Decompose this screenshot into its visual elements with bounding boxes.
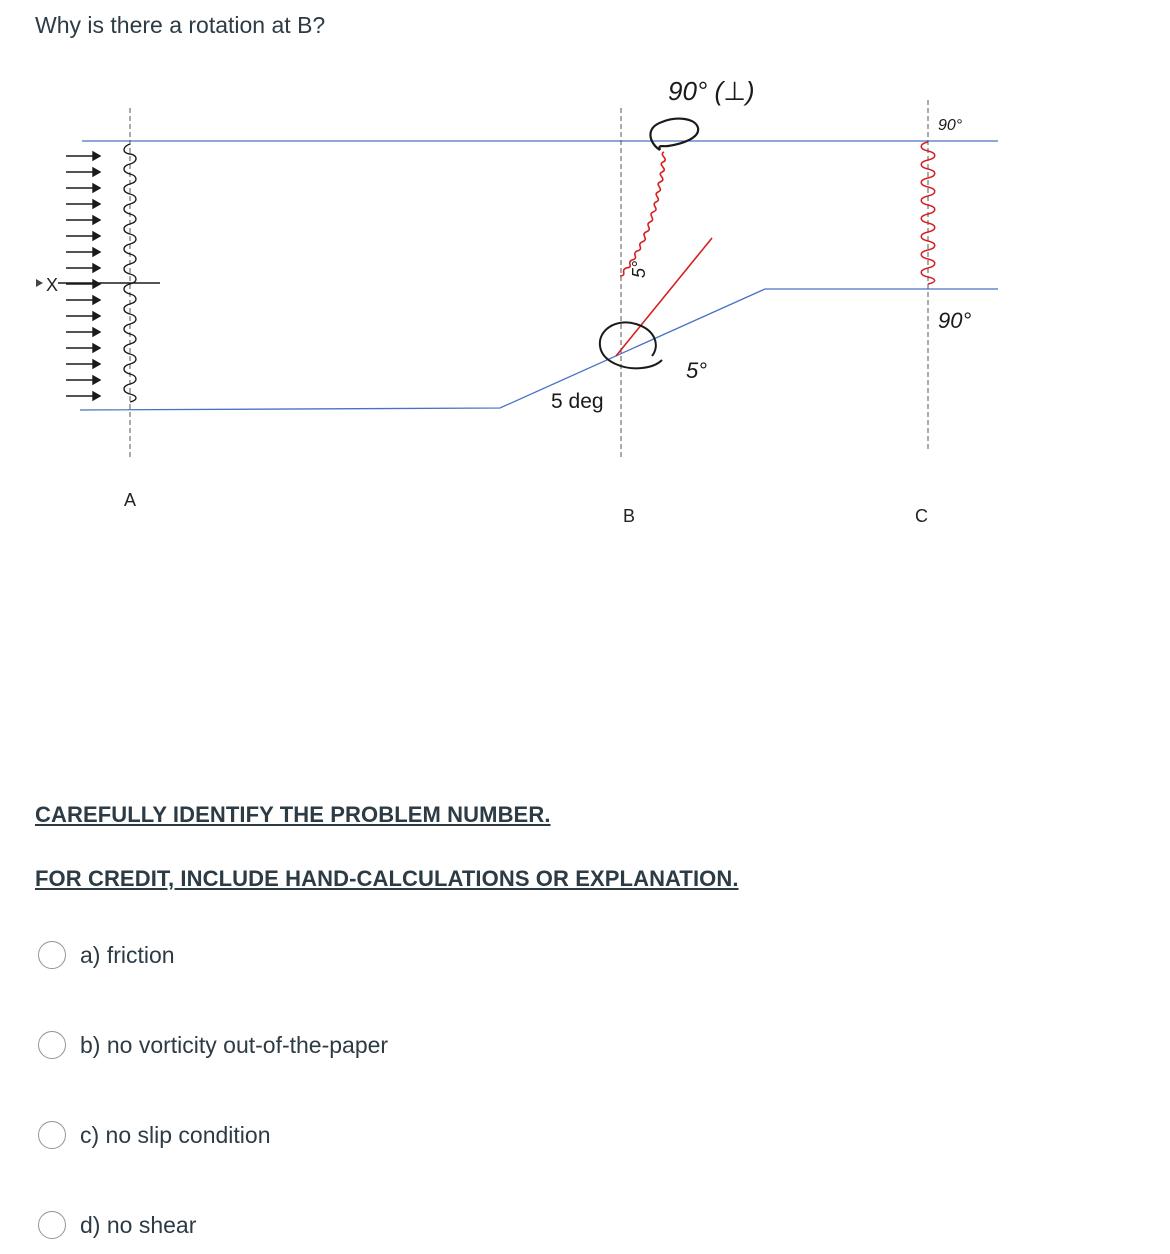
flow-diagram: [0, 60, 1170, 560]
inflow-arrow: [66, 280, 100, 288]
radio-button-c[interactable]: [38, 1121, 66, 1149]
option-a[interactable]: [38, 939, 175, 971]
option-c-label: c) no slip condition: [80, 1121, 271, 1148]
inflow-arrow: [66, 376, 100, 384]
option-a-label: a) friction: [80, 941, 175, 968]
inflow-arrow: [66, 216, 100, 224]
inflow-arrow: [66, 200, 100, 208]
flow-diagram-svg: [0, 60, 1170, 560]
inflow-arrow: [66, 264, 100, 272]
inflow-arrow: [66, 248, 100, 256]
bottom-wall-line: [80, 289, 998, 410]
option-b[interactable]: [38, 1029, 388, 1061]
option-d[interactable]: [38, 1209, 196, 1241]
rotation-loop-bottom-b: [600, 322, 662, 368]
x-marker-icon: [36, 279, 43, 287]
fluid-line-b-squiggle: [620, 152, 665, 276]
label-b: B: [623, 506, 636, 526]
note-b-top: 90° (⊥): [668, 76, 755, 106]
inflow-arrow: [66, 296, 100, 304]
instruction-credit: FOR CREDIT, INCLUDE HAND-CALCULATIONS OR EXPLANATION.: [35, 866, 739, 891]
inflow-arrow: [66, 168, 100, 176]
radio-button-a[interactable]: [38, 941, 66, 969]
rotation-loop-top-b: [650, 119, 698, 150]
note-c-mid: 90°: [938, 308, 972, 333]
inflow-arrow: [66, 360, 100, 368]
normal-line-b: [616, 238, 712, 356]
inflow-arrow: [66, 184, 100, 192]
question-text: Why is there a rotation at B?: [35, 12, 326, 38]
option-c[interactable]: [38, 1119, 271, 1151]
note-b-right: 5°: [686, 358, 708, 383]
inflow-arrow: [66, 232, 100, 240]
note-b-left: 5°: [629, 260, 649, 278]
label-c: C: [915, 506, 928, 526]
x-label: X: [46, 275, 59, 295]
inflow-arrows: [66, 152, 100, 400]
option-d-label: d) no shear: [80, 1211, 197, 1238]
label-a: A: [124, 490, 137, 510]
option-b-label: b) no vorticity out-of-the-paper: [80, 1031, 389, 1058]
inflow-arrow: [66, 152, 100, 160]
radio-button-b[interactable]: [38, 1031, 66, 1059]
inflow-arrow: [66, 328, 100, 336]
instruction-problem-number: CAREFULLY IDENTIFY THE PROBLEM NUMBER.: [35, 802, 551, 827]
inflow-arrow: [66, 312, 100, 320]
inflow-arrow: [66, 392, 100, 400]
note-c-top: 90°: [938, 117, 963, 134]
radio-button-d[interactable]: [38, 1211, 66, 1239]
inflow-arrow: [66, 344, 100, 352]
slope-label: 5 deg: [551, 390, 604, 413]
